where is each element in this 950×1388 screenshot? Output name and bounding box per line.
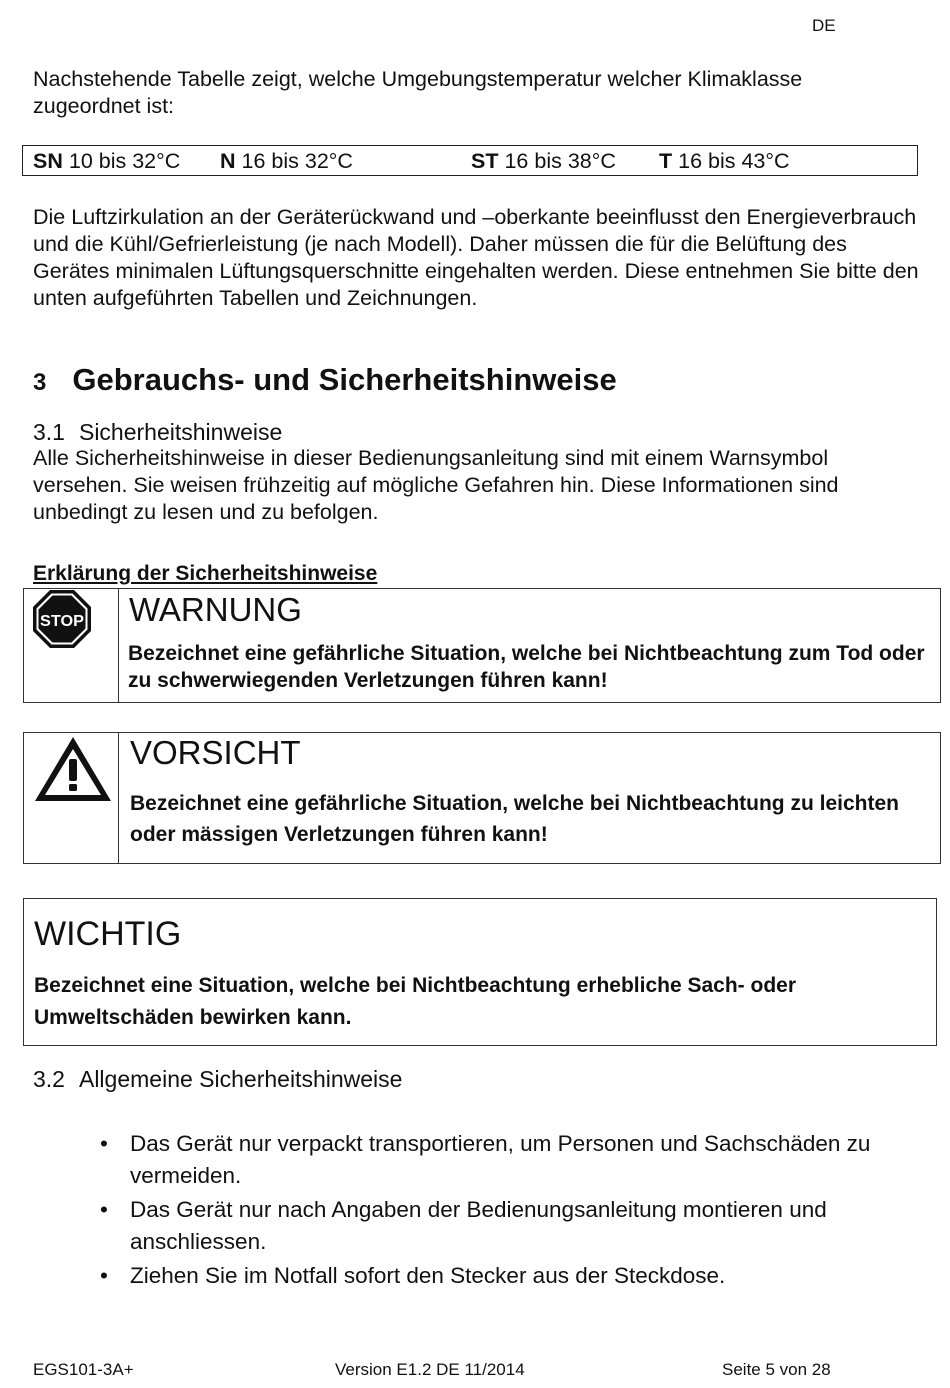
warning-triangle-icon — [33, 735, 113, 805]
footer-model: EGS101-3A+ — [33, 1360, 134, 1379]
climate-class-st: ST 16 bis 38°C — [471, 149, 616, 173]
bullet-icon: • — [100, 1131, 108, 1156]
important-title: WICHTIG — [34, 915, 182, 953]
caution-icon-cell — [24, 733, 119, 863]
general-safety-list — [33, 1128, 903, 1294]
list-item: • Das Gerät nur nach Angaben der Bedienungsanleitung montieren und anschliessen. — [33, 1194, 903, 1258]
list-item: • Das Gerät nur verpackt transportieren, um Personen und Sachschäden zu vermeiden. — [33, 1128, 903, 1192]
svg-text:STOP: STOP — [40, 613, 85, 630]
intro-paragraph: Nachstehende Tabelle zeigt, welche Umgebungstemperatur welcher Klimaklasse zugeordnet ist: — [33, 67, 803, 118]
section-3-heading: 3 Gebrauchs- und Sicherheitshinweise — [33, 362, 617, 397]
warning-box — [23, 588, 941, 703]
section-3-2-heading: 3.2 Allgemeine Sicherheitshinweise — [33, 1066, 403, 1092]
air-circulation-paragraph: Die Luftzirkulation an der Geräterückwand und –oberkante beeinflusst den Energieverbrauch und die Kühl/Gefrierleistung (je nach Modell). Daher müssen die für die Belüftung des Gerätes minimalen Lüftungsquerschnitte eingehalten werden. Diese entnehmen Sie bitte den unten aufgeführten Tabellen und Zeichnungen. — [33, 205, 919, 310]
caution-title: VORSICHT — [130, 734, 301, 771]
section-3-1-heading: 3.1 Sicherheitshinweise — [33, 419, 283, 445]
safety-intro-paragraph: Alle Sicherheitshinweise in dieser Bedienungsanleitung sind mit einem Warnsymbol versehen. Sie weisen frühzeitig auf mögliche Gefahren hin. Diese Informationen sind unbedingt zu lesen und zu befolgen. — [33, 446, 839, 524]
important-text: Bezeichnet eine Situation, welche bei Nichtbeachtung erhebliche Sach- oder Umweltschäden bewirken kann. — [34, 974, 796, 1029]
climate-class-table — [22, 145, 918, 176]
warning-title: WARNUNG — [129, 591, 302, 628]
climate-class-t: T 16 bis 43°C — [659, 149, 790, 173]
warning-text: Bezeichnet eine gefährliche Situation, welche bei Nichtbeachtung zum Tod oder zu schwerwiegenden Verletzungen führen kann! — [128, 642, 925, 692]
stop-sign-icon — [32, 589, 92, 649]
climate-class-n: N 16 bis 32°C — [220, 149, 353, 173]
bullet-icon: • — [100, 1197, 108, 1222]
explanation-heading: Erklärung der Sicherheitshinweise — [33, 562, 378, 585]
important-box — [23, 898, 937, 1046]
footer-version: Version E1.2 DE 11/2014 — [335, 1360, 525, 1379]
language-code: DE — [812, 16, 836, 35]
warning-icon-cell — [24, 589, 119, 702]
caution-text: Bezeichnet eine gefährliche Situation, welche bei Nichtbeachtung zu leichten oder mässigen Verletzungen führen kann! — [130, 792, 899, 846]
climate-class-sn: SN 10 bis 32°C — [33, 149, 181, 173]
bullet-icon: • — [100, 1263, 108, 1288]
caution-box — [23, 732, 941, 864]
footer-page-number: Seite 5 von 28 — [722, 1360, 831, 1379]
list-item: • Ziehen Sie im Notfall sofort den Stecker aus der Steckdose. — [33, 1260, 903, 1292]
